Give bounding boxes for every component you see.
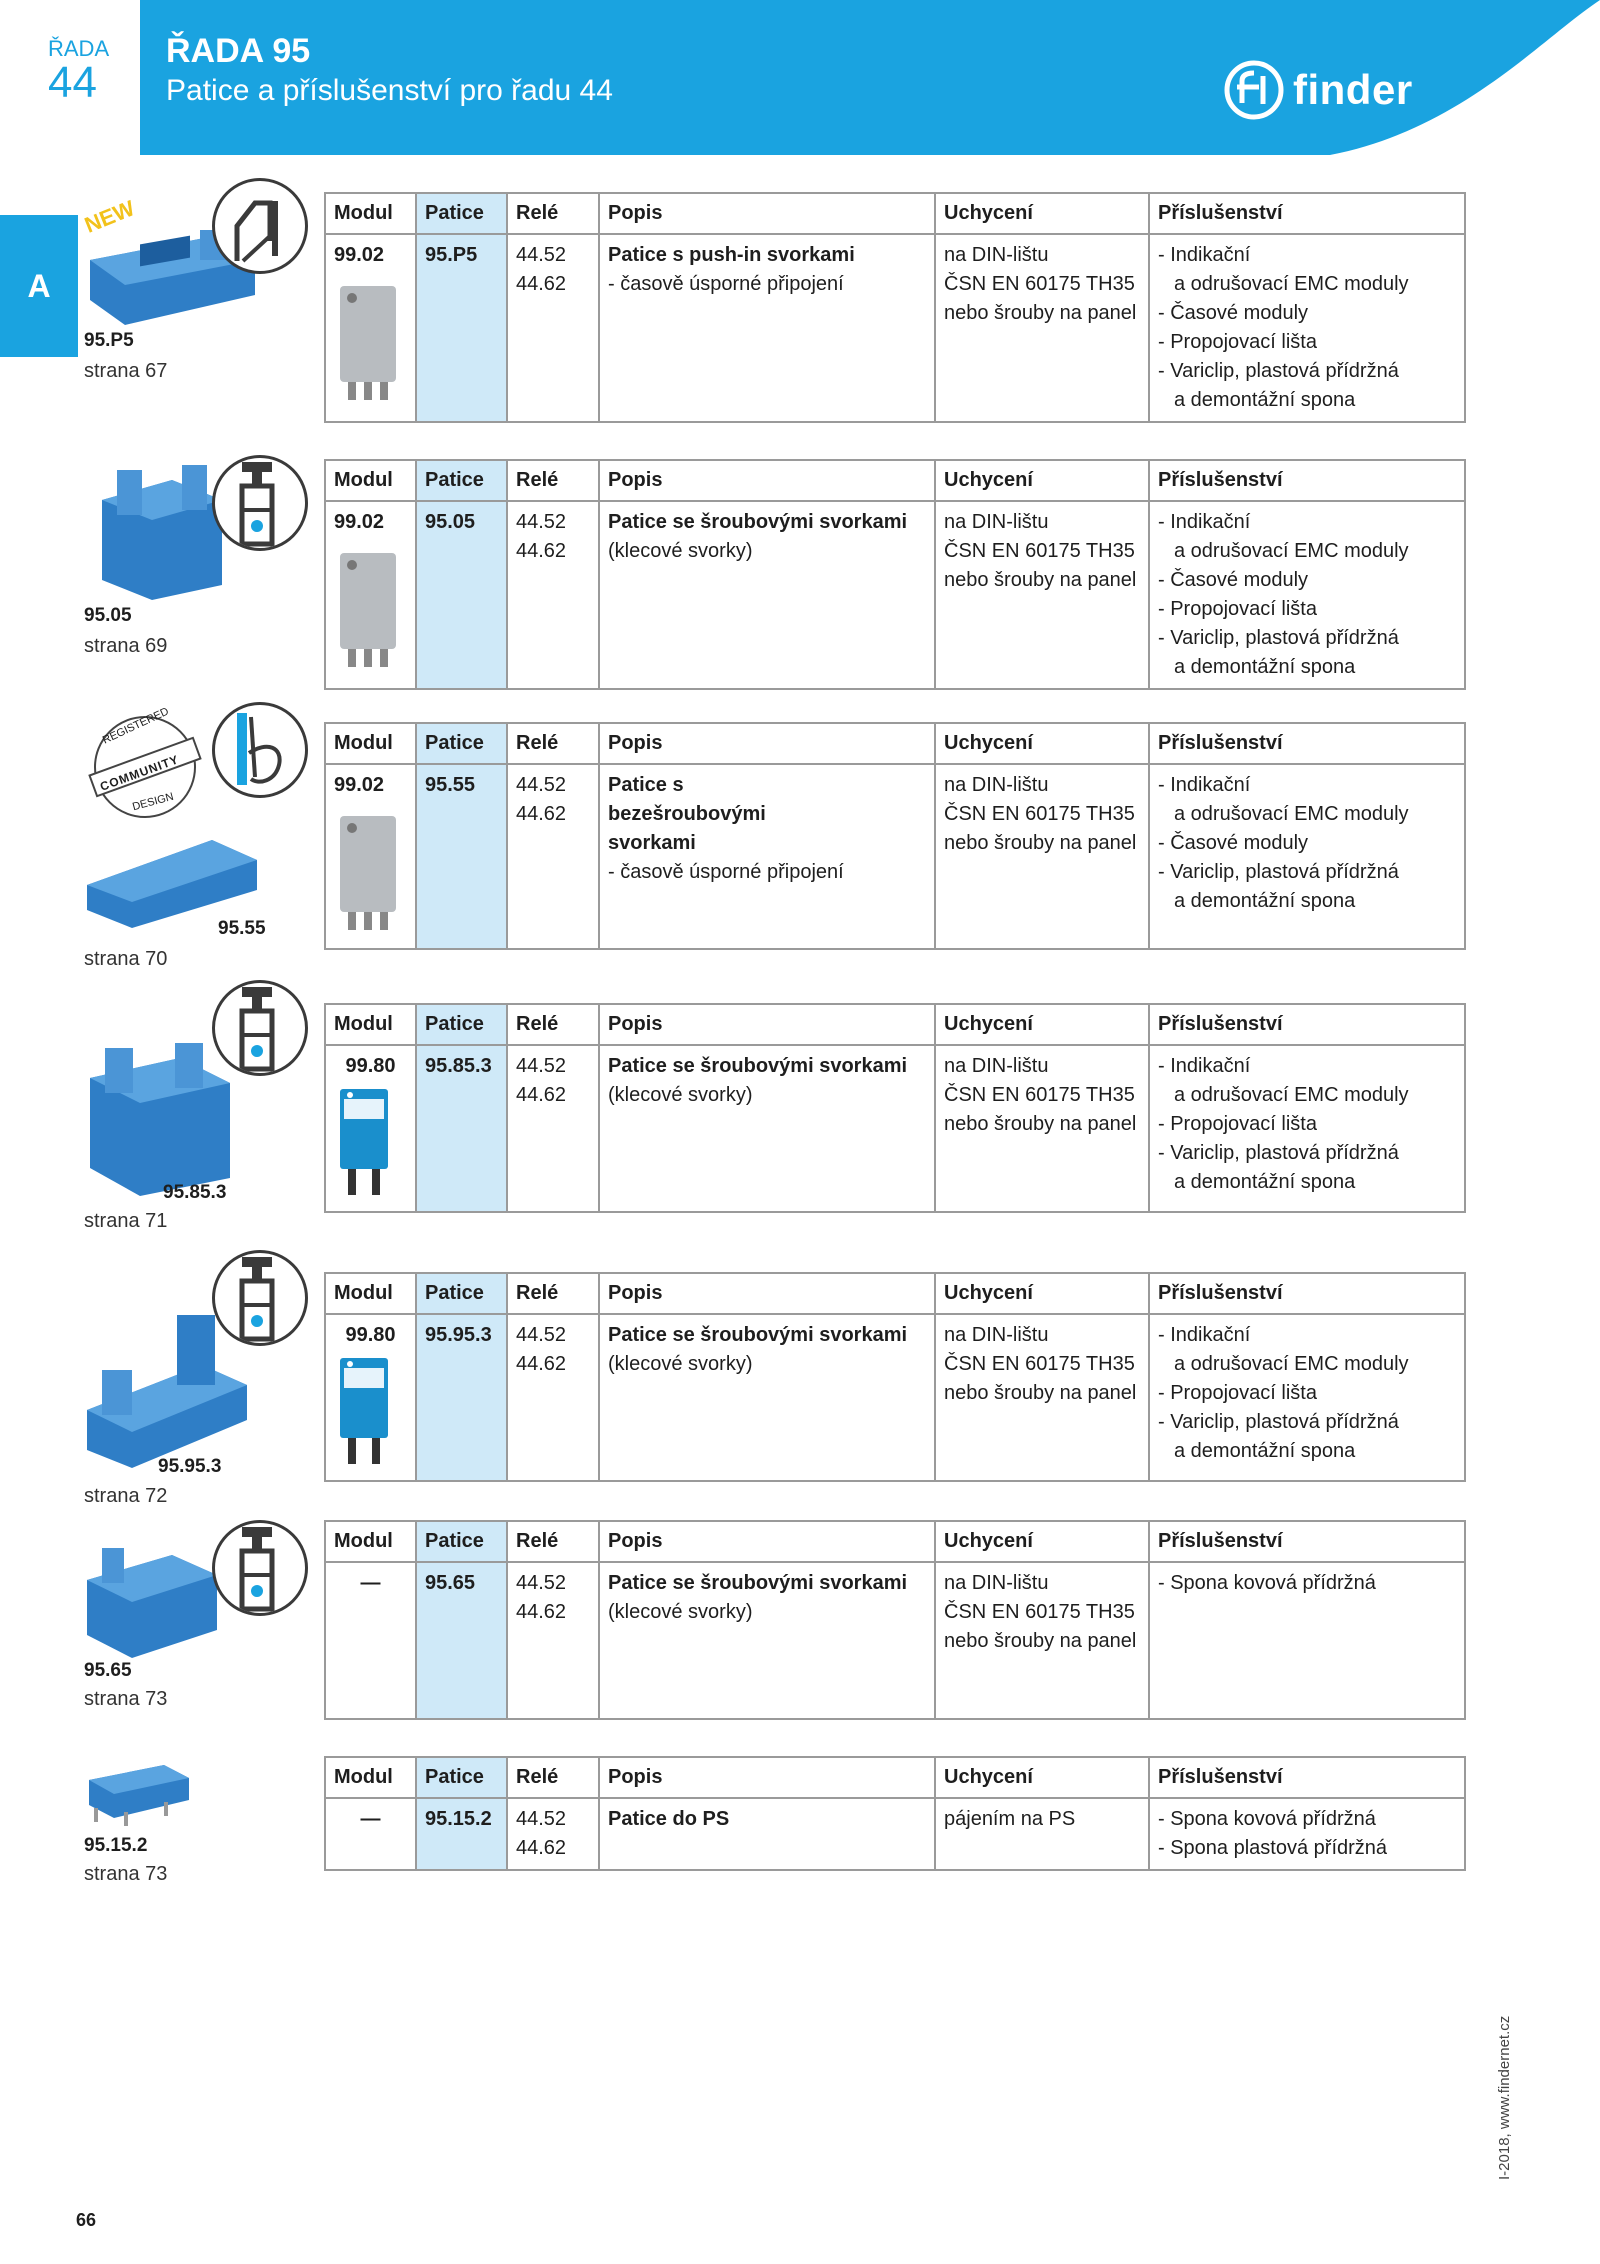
modul-cell <box>325 1562 416 1719</box>
uchyceni-line: na DIN-lištu <box>944 511 1049 533</box>
modul-cell <box>325 764 416 949</box>
patice-cell <box>416 234 507 422</box>
col-modul: Modul <box>325 1757 416 1798</box>
accessory-item-cont: a demontážní spona <box>1174 1171 1356 1193</box>
accessory-item-cont: a demontážní spona <box>1174 656 1356 678</box>
rele-cell <box>507 1562 599 1719</box>
product-table-9565 <box>324 1520 1466 1720</box>
accessory-item: - Spona kovová přídržná <box>1158 1808 1376 1830</box>
rele-cell <box>507 234 599 422</box>
product-code: 95.95.3 <box>158 1456 222 1477</box>
uchyceni-line: ČSN EN 60175 TH35 <box>944 1353 1135 1375</box>
page-reference: strana 67 <box>84 360 168 382</box>
rcd-seal-text: COMMUNITY <box>98 752 181 794</box>
socket-95953-image <box>82 1310 252 1470</box>
col-uchyceni: Uchycení <box>935 723 1149 764</box>
prislusenstvi-cell <box>1149 764 1465 949</box>
accessory-item: - Propojovací lišta <box>1158 1113 1317 1135</box>
rele-cell <box>507 1314 599 1481</box>
popis-line: (klecové svorky) <box>608 1353 753 1375</box>
popis-title: Patice s push-in svorkami <box>608 244 855 266</box>
col-patice: Patice <box>416 193 507 234</box>
rele-value: 44.52 <box>516 244 567 266</box>
rele-value: 44.62 <box>516 1353 567 1375</box>
page-subtitle: Patice a příslušenství pro řadu 44 <box>166 74 613 107</box>
popis-cell <box>599 501 935 689</box>
patice-value: 95.05 <box>425 511 476 533</box>
accessory-item: - Propojovací lišta <box>1158 598 1317 620</box>
accessory-item: - Variclip, plastová přídržná <box>1158 627 1399 649</box>
popis-line: - časově úsporné připojení <box>608 861 844 883</box>
col-modul: Modul <box>325 193 416 234</box>
popis-line: - časově úsporné připojení <box>608 273 844 295</box>
accessory-item-cont: a odrušovací EMC moduly <box>1174 803 1409 825</box>
accessory-item: - Indikační <box>1158 511 1251 533</box>
product-code: 95.15.2 <box>84 1835 148 1856</box>
uchyceni-cell <box>935 764 1149 949</box>
socket-95152-image <box>84 1760 194 1830</box>
popis-line: (klecové svorky) <box>608 540 753 562</box>
modul-value: 99.02 <box>334 774 385 796</box>
product-table-9555 <box>324 722 1466 950</box>
uchyceni-cell <box>935 1562 1149 1719</box>
col-rele: Relé <box>507 1273 599 1314</box>
rcd-seal-top: REGISTERED <box>100 705 171 747</box>
product-table-95152 <box>324 1756 1466 1871</box>
page-reference: strana 73 <box>84 1863 168 1885</box>
col-modul: Modul <box>325 1521 416 1562</box>
rele-value: 44.62 <box>516 1601 567 1623</box>
col-popis: Popis <box>599 1521 935 1562</box>
product-code: 95.05 <box>84 605 132 626</box>
accessory-item: - Propojovací lišta <box>1158 1382 1317 1404</box>
product-code: 95.85.3 <box>163 1182 227 1203</box>
col-patice: Patice <box>416 460 507 501</box>
product-code: 95.55 <box>218 918 266 939</box>
patice-value: 95.55 <box>425 774 476 796</box>
col-rele: Relé <box>507 1004 599 1045</box>
patice-cell <box>416 1314 507 1481</box>
popis-line: (klecové svorky) <box>608 1601 753 1623</box>
uchyceni-line: na DIN-lištu <box>944 1324 1049 1346</box>
modul-cell <box>325 234 416 422</box>
accessory-item-cont: a odrušovací EMC moduly <box>1174 1353 1409 1375</box>
uchyceni-line: na DIN-lištu <box>944 1055 1049 1077</box>
screw-terminal-icon <box>212 1520 308 1616</box>
socket-9565-image <box>82 1540 222 1660</box>
accessory-item: - Časové moduly <box>1158 832 1309 854</box>
screwless-terminal-icon <box>212 702 308 798</box>
col-uchyceni: Uchycení <box>935 1757 1149 1798</box>
accessory-item: - Indikační <box>1158 774 1251 796</box>
screw-terminal-icon <box>212 1250 308 1346</box>
col-popis: Popis <box>599 723 935 764</box>
rele-cell <box>507 1798 599 1870</box>
page-title: ŘADA 95 <box>166 32 311 70</box>
page-reference: strana 73 <box>84 1688 168 1710</box>
accessory-item-cont: a demontážní spona <box>1174 890 1356 912</box>
rele-value: 44.62 <box>516 1837 567 1859</box>
uchyceni-cell <box>935 234 1149 422</box>
product-table-95853 <box>324 1003 1466 1213</box>
page-reference: strana 71 <box>84 1210 168 1232</box>
screw-terminal-icon <box>212 455 308 551</box>
module-image <box>334 814 406 934</box>
prislusenstvi-cell <box>1149 234 1465 422</box>
rele-value: 44.52 <box>516 1572 567 1594</box>
series-label: ŘADA <box>48 36 110 61</box>
col-patice: Patice <box>416 723 507 764</box>
uchyceni-line: pájením na PS <box>944 1808 1076 1830</box>
modul-value: 99.80 <box>345 1055 396 1077</box>
col-modul: Modul <box>325 1004 416 1045</box>
rele-cell <box>507 764 599 949</box>
finder-logo-text: finder <box>1293 66 1413 113</box>
uchyceni-cell <box>935 1798 1149 1870</box>
popis-cell <box>599 1798 935 1870</box>
uchyceni-line: nebo šrouby na panel <box>944 569 1137 591</box>
col-uchyceni: Uchycení <box>935 460 1149 501</box>
col-prislusenstvi: Příslušenství <box>1149 1757 1465 1798</box>
module-image <box>334 1356 394 1468</box>
col-popis: Popis <box>599 460 935 501</box>
col-rele: Relé <box>507 1521 599 1562</box>
uchyceni-line: ČSN EN 60175 TH35 <box>944 1084 1135 1106</box>
socket-9555-image <box>82 810 262 930</box>
patice-cell <box>416 1562 507 1719</box>
popis-cell <box>599 764 935 949</box>
col-rele: Relé <box>507 460 599 501</box>
col-prislusenstvi: Příslušenství <box>1149 193 1465 234</box>
modul-value: 99.02 <box>334 244 385 266</box>
product-code: 95.P5 <box>84 330 134 351</box>
col-prislusenstvi: Příslušenství <box>1149 460 1465 501</box>
accessory-item-cont: a odrušovací EMC moduly <box>1174 540 1409 562</box>
patice-value: 95.15.2 <box>425 1808 492 1830</box>
col-patice: Patice <box>416 1521 507 1562</box>
accessory-item: - Variclip, plastová přídržná <box>1158 861 1399 883</box>
rele-value: 44.62 <box>516 273 567 295</box>
section-tab: A <box>0 215 78 357</box>
col-modul: Modul <box>325 1273 416 1314</box>
popis-line: (klecové svorky) <box>608 1084 753 1106</box>
rele-value: 44.52 <box>516 1055 567 1077</box>
col-rele: Relé <box>507 193 599 234</box>
uchyceni-line: nebo šrouby na panel <box>944 1382 1137 1404</box>
rele-cell <box>507 501 599 689</box>
rele-value: 44.62 <box>516 540 567 562</box>
accessory-item-cont: a demontážní spona <box>1174 1440 1356 1462</box>
col-popis: Popis <box>599 1004 935 1045</box>
page-number: 66 <box>76 2210 97 2230</box>
accessory-item: - Variclip, plastová přídržná <box>1158 1142 1399 1164</box>
uchyceni-line: na DIN-lištu <box>944 244 1049 266</box>
socket-9505-image <box>82 460 232 600</box>
accessory-item: - Indikační <box>1158 244 1251 266</box>
col-popis: Popis <box>599 1757 935 1798</box>
accessory-item-cont: a demontážní spona <box>1174 389 1356 411</box>
patice-cell <box>416 764 507 949</box>
col-popis: Popis <box>599 193 935 234</box>
accessory-item: - Variclip, plastová přídržná <box>1158 1411 1399 1433</box>
socket-95853-image <box>80 1038 240 1198</box>
modul-value: — <box>360 1572 381 1594</box>
prislusenstvi-cell <box>1149 1562 1465 1719</box>
edition-note: I-2018, www.findernet.cz <box>1496 2015 1513 2180</box>
product-table-95p5 <box>324 192 1466 423</box>
uchyceni-line: nebo šrouby na panel <box>944 832 1137 854</box>
prislusenstvi-cell <box>1149 501 1465 689</box>
patice-value: 95.P5 <box>425 244 478 266</box>
finder-logo <box>1223 56 1413 124</box>
product-table-9505 <box>324 459 1466 690</box>
uchyceni-line: ČSN EN 60175 TH35 <box>944 803 1135 825</box>
page-reference: strana 72 <box>84 1485 168 1507</box>
patice-value: 95.65 <box>425 1572 476 1594</box>
col-rele: Relé <box>507 723 599 764</box>
patice-cell <box>416 1798 507 1870</box>
col-patice: Patice <box>416 1757 507 1798</box>
rele-value: 44.52 <box>516 511 567 533</box>
modul-cell <box>325 501 416 689</box>
rcd-seal-bottom: DESIGN <box>131 790 176 814</box>
uchyceni-line: ČSN EN 60175 TH35 <box>944 540 1135 562</box>
accessory-item: - Indikační <box>1158 1324 1251 1346</box>
col-patice: Patice <box>416 1273 507 1314</box>
accessory-item: - Propojovací lišta <box>1158 331 1317 353</box>
col-uchyceni: Uchycení <box>935 1004 1149 1045</box>
rele-value: 44.62 <box>516 1084 567 1106</box>
rele-value: 44.62 <box>516 803 567 825</box>
uchyceni-line: nebo šrouby na panel <box>944 1113 1137 1135</box>
uchyceni-line: na DIN-lištu <box>944 1572 1049 1594</box>
col-prislusenstvi: Příslušenství <box>1149 1004 1465 1045</box>
accessory-item: - Spona plastová přídržná <box>1158 1837 1388 1859</box>
col-rele: Relé <box>507 1757 599 1798</box>
page-reference: strana 70 <box>84 948 168 970</box>
uchyceni-line: na DIN-lištu <box>944 774 1049 796</box>
col-modul: Modul <box>325 460 416 501</box>
prislusenstvi-cell <box>1149 1314 1465 1481</box>
series-number: 44 <box>48 58 97 107</box>
module-image <box>334 284 406 404</box>
col-prislusenstvi: Příslušenství <box>1149 723 1465 764</box>
prislusenstvi-cell <box>1149 1798 1465 1870</box>
col-modul: Modul <box>325 723 416 764</box>
rele-cell <box>507 1045 599 1212</box>
rele-value: 44.52 <box>516 1808 567 1830</box>
patice-value: 95.95.3 <box>425 1324 492 1346</box>
accessory-item-cont: a odrušovací EMC moduly <box>1174 273 1409 295</box>
popis-cell <box>599 1314 935 1481</box>
col-patice: Patice <box>416 1004 507 1045</box>
accessory-item: - Variclip, plastová přídržná <box>1158 360 1399 382</box>
patice-cell <box>416 1045 507 1212</box>
accessory-item: - Indikační <box>1158 1055 1251 1077</box>
col-prislusenstvi: Příslušenství <box>1149 1521 1465 1562</box>
popis-title: Patice do PS <box>608 1808 730 1830</box>
product-code: 95.65 <box>84 1660 132 1681</box>
modul-value: 99.02 <box>334 511 385 533</box>
module-image <box>334 1087 394 1199</box>
modul-cell <box>325 1798 416 1870</box>
screw-terminal-icon <box>212 980 308 1076</box>
col-uchyceni: Uchycení <box>935 1273 1149 1314</box>
accessory-item: - Časové moduly <box>1158 302 1309 324</box>
uchyceni-line: nebo šrouby na panel <box>944 1630 1137 1652</box>
popis-title: Patice se šroubovými svorkami <box>608 1572 908 1594</box>
popis-cell <box>599 1045 935 1212</box>
rele-value: 44.52 <box>516 1324 567 1346</box>
uchyceni-line: ČSN EN 60175 TH35 <box>944 273 1135 295</box>
popis-title: Patice s bezešroubovými svorkami <box>608 774 766 854</box>
uchyceni-cell <box>935 501 1149 689</box>
modul-value: 99.80 <box>345 1324 396 1346</box>
col-prislusenstvi: Příslušenství <box>1149 1273 1465 1314</box>
page-reference: strana 69 <box>84 635 168 657</box>
popis-title: Patice se šroubovými svorkami <box>608 1055 908 1077</box>
col-popis: Popis <box>599 1273 935 1314</box>
uchyceni-line: ČSN EN 60175 TH35 <box>944 1601 1135 1623</box>
prislusenstvi-cell <box>1149 1045 1465 1212</box>
popis-cell <box>599 1562 935 1719</box>
product-table-95953 <box>324 1272 1466 1482</box>
uchyceni-line: nebo šrouby na panel <box>944 302 1137 324</box>
popis-title: Patice se šroubovými svorkami <box>608 511 908 533</box>
modul-value: — <box>360 1808 381 1830</box>
modul-cell <box>325 1314 416 1481</box>
uchyceni-cell <box>935 1314 1149 1481</box>
uchyceni-cell <box>935 1045 1149 1212</box>
accessory-item: - Spona kovová přídržná <box>1158 1572 1376 1594</box>
popis-cell <box>599 234 935 422</box>
col-uchyceni: Uchycení <box>935 1521 1149 1562</box>
popis-title: Patice se šroubovými svorkami <box>608 1324 908 1346</box>
rele-value: 44.52 <box>516 774 567 796</box>
new-badge: NEW <box>80 195 138 238</box>
col-uchyceni: Uchycení <box>935 193 1149 234</box>
accessory-item: - Časové moduly <box>1158 569 1309 591</box>
modul-cell <box>325 1045 416 1212</box>
push-in-terminal-icon <box>212 178 308 274</box>
patice-value: 95.85.3 <box>425 1055 492 1077</box>
patice-cell <box>416 501 507 689</box>
finder-logo-icon <box>1223 59 1285 121</box>
accessory-item-cont: a odrušovací EMC moduly <box>1174 1084 1409 1106</box>
module-image <box>334 551 406 671</box>
